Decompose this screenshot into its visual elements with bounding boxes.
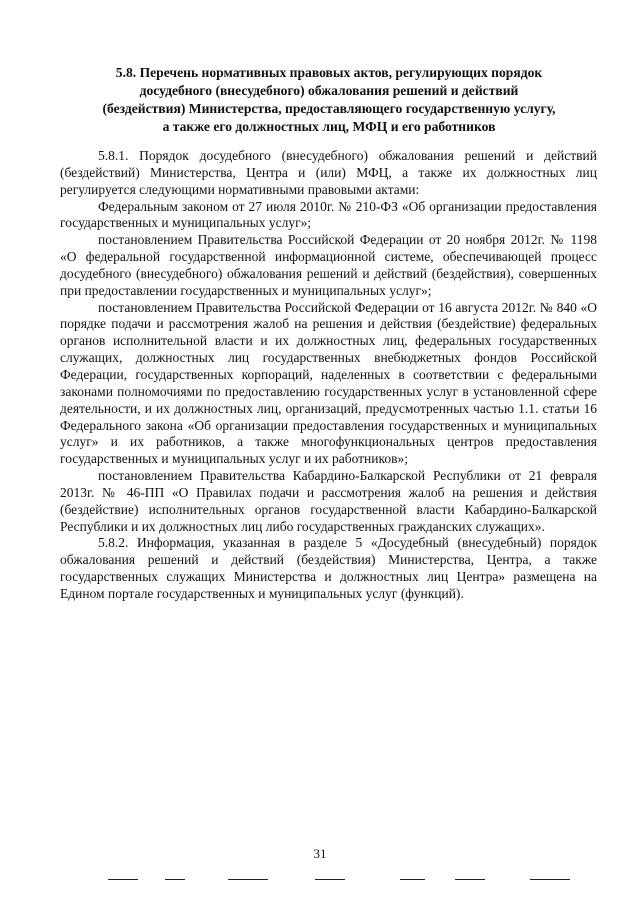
footer-scan-line [165, 879, 185, 880]
section-heading-line: а также его должностных лиц, МФЦ и его работников [162, 119, 496, 134]
paragraph-5-8-2: 5.8.2. Информация, указанная в разделе 5 «Досудебный (внесудебный) порядок обжалования решений и действий (бездействия) Министерства, Центра, а также государственных служащих Министерства и должностных лиц Центра» размещена на Едином портале государственных и муниципальных услуг (функций). [60, 535, 597, 601]
paragraph-federal-law-210: Федеральным законом от 27 июля 2010г. № 210-ФЗ «Об организации предоставления государственных и муниципальных услуг»; [60, 198, 597, 231]
section-heading-line: 5.8. Перечень нормативных правовых актов, регулирующих порядок [115, 65, 543, 80]
paragraph-resolution-46-pp: постановлением Правительства Кабардино-Балкарской Республики от 21 февраля 2013г. № 46-ПП «О Правилах подачи и рассмотрения жалоб на решения и действия (бездействие) исполнительных органов государственной власти Кабардино-Балкарской Республики и их должностных лиц либо государственных гражданских служащих». [60, 468, 597, 534]
footer-scan-line [455, 879, 485, 880]
paragraph-resolution-1198: постановлением Правительства Российской Федерации от 20 ноября 2012г. № 1198 «О федеральной государственной информационной системе, обеспечивающей процесс досудебного (внесудебного) обжалования решений и действий (бездействия), совершенных при предоставлении государственных и муниципальных услуг»; [60, 232, 597, 298]
footer-scan-line [228, 879, 268, 880]
footer-scan-line [315, 879, 345, 880]
footer-scan-line [530, 879, 570, 880]
section-heading [60, 64, 598, 136]
footer-scan-line [400, 879, 425, 880]
paragraph-5-8-1-intro: 5.8.1. Порядок досудебного (внесудебного) обжалования решений и действий (бездействий) Министерства, Центра и (или) МФЦ, а также их должностных лиц регулируется следующими нормативными правовыми актами: [60, 148, 597, 197]
page-number: 31 [313, 846, 327, 861]
footer-scan-line [108, 879, 138, 880]
section-heading-line: (бездействия) Министерства, предоставляющего государственную услугу, [102, 101, 556, 116]
document-body [60, 148, 597, 603]
paragraph-resolution-840: постановлением Правительства Российской Федерации от 16 августа 2012г. № 840 «О порядке подачи и рассмотрения жалоб на решения и действия (бездействие) федеральных органов исполнительной власти и их должностных лиц, федеральных государственных служащих, должностных лиц государственных внебюджетных фондов Российской Федерации, государственных корпораций, наделенных в соответствии с федеральными законами полномочиями по предоставлению государственных услуг в установленной сфере деятельности, и их должностных лиц, организаций, предусмотренных частью 1.1. статьи 16 Федерального закона «Об организации предоставления государственных и муниципальных услуг» и их работников, а также многофункциональных центров предоставления государственных и муниципальных услуг и их работников»; [60, 299, 597, 467]
section-heading-line: досудебного (внесудебного) обжалования решений и действий [139, 83, 519, 98]
